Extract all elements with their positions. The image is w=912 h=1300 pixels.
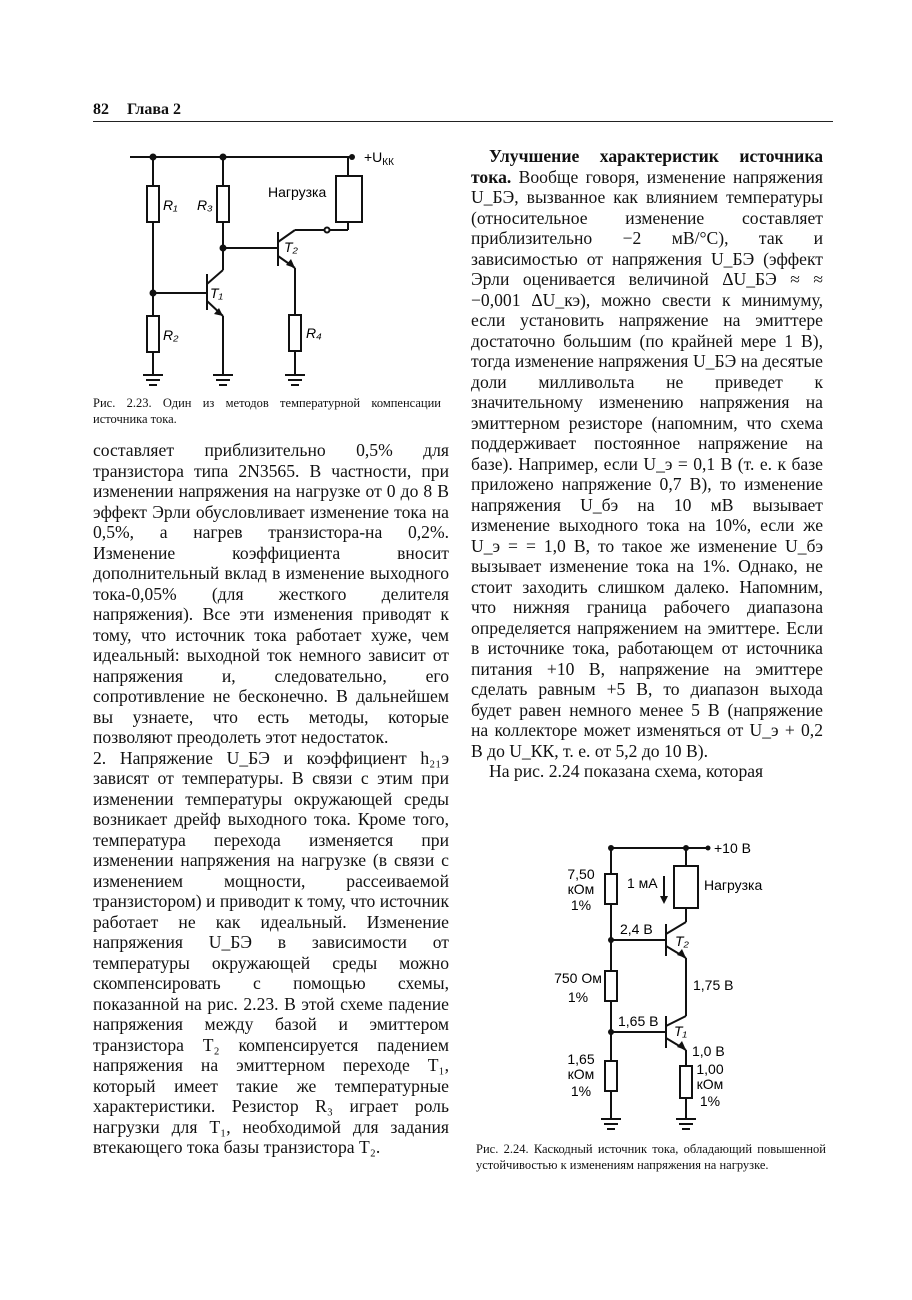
t2-emitter-voltage: 1,75 В — [693, 977, 734, 993]
supply-label: $+U_{КК}$ — [364, 149, 394, 168]
section-heading: Улучшение характеристик источника тока. — [471, 146, 823, 187]
re-value: 1,00 — [696, 1061, 724, 1077]
r1-unit: кОм — [567, 881, 595, 897]
current-label: 1 мА — [627, 875, 658, 891]
r2-value: 750 Ом — [554, 970, 602, 986]
paragraph: Улучшение характеристик источника тока. Вообще говоря, изменение напряжения U_БЭ, вызванное как влиянием температуры (относительное изменение составляет приблизительно −2 мВ/°С), так и зависимостью от напряжения U_БЭ (эффект Эрли оценивается величиной ΔU_БЭ ≈ ≈ −0,001 ΔU_кэ), можно свести к минимуму, если установить напряжение на эмиттере достаточно большим (по крайней мере 1 В), тогда изменение напряжения U_БЭ на десятые доли милливольта не приведет к значительному изменению напряжения на эмиттерном резисторе (напомним, что схема поддерживает постоянное напряжение на базе). Например, если U_э = 0,1 В (т. е. к базе приложено напряжение 0,7 В), то изменение напряжения U_бэ на 10 мВ вызывает изменение выходного тока на 10%, если же U_э = = 1,0 В, то такое же изменение U_бэ вызывает изменение тока на 1%. Однако, не стоит заходить слишком далеко. Напомним, что нижняя граница рабочего диапазона определяется напряжением на эмиттере. Если в источнике тока, работающем от источника питания +10 В, напряжение на эмиттере сделать равным +5 В, то диапазон выхода будет равен немного менее 5 В (напряжение на коллекторе может изменяться от U_э + 0,2 В до U_КК, т. е. от 5,2 до 10 В). — [471, 146, 823, 761]
figure-2-24-schematic — [548, 836, 778, 1141]
r2-tolerance: 1% — [567, 989, 589, 1005]
paragraph: На рис. 2.24 показана схема, которая — [489, 761, 764, 781]
paragraph: 2. Напряжение U_БЭ и коэффициент h₂₁э зависят от температуры. В связи с этим при изменении температуры окружающей среды возникает дрейф выходного тока. Кроме того, температура перехода изменяется при изменении напряжения на нагрузке (в связи с изменением мощности, рассеиваемой транзистором) и приводит к тому, что источник работает не как идеальный. Изменение напряжения U_БЭ в зависимости от температуры окружающей среды можно скомпенсировать с помощью схемы, показанной на рис. 2.23. В этой схеме падение напряжения между базой и эмиттером транзистора T₂ компенсируется падением напряжения на эмиттерном переходе T₁, который имеет такие же температурные характеристики. Резистор R₃ играет роль нагрузки для T₁, необходимой для задания втекающего тока базы транзистора T₂. — [93, 747, 449, 1157]
page-number: 82 — [93, 101, 109, 118]
t1-emitter-voltage: 1,0 В — [692, 1043, 725, 1059]
r2-label: R₂ — [163, 327, 179, 343]
paragraph: составляет приблизительно 0,5% для транзистора типа 2N3565. В частности, при изменении напряжения на нагрузке от 0 до 8 В эффект Эрли обусловливает изменение тока на 0,5%, а нагрев транзистора-на 0,2%. Изменение коэффициента вносит дополнительный вклад в изменение выходного тока-0,05% (для жесткого делителя напряжения). Все эти изменения приводят к тому, что источник тока работает хуже, чем идеальный: выходной ток немного зависит от напряжения и, следовательно, его сопротивление не бесконечно. В дальнейшем вы узнаете, что есть методы, которые позволяют преодолеть этот недостаток. — [93, 440, 449, 747]
supply-label: +10 В — [714, 840, 751, 856]
t2-label: T₂ — [284, 239, 298, 255]
load-label: Нагрузка — [268, 184, 327, 200]
r1-label: R₁ — [163, 197, 178, 213]
r1-value: 7,50 — [567, 866, 595, 882]
figure-2-24-caption: Рис. 2.24. Каскодный источник тока, обладающий повышенной устойчивостью к изменениям напряжения на нагрузке. — [476, 1142, 826, 1172]
load-label: Нагрузка — [704, 877, 763, 893]
r1-tolerance: 1% — [570, 897, 592, 913]
r3-value: 1,65 — [567, 1051, 595, 1067]
left-column — [93, 440, 449, 1158]
right-column — [471, 146, 823, 782]
re-unit: кОм — [696, 1076, 724, 1092]
figure-2-23-schematic — [120, 140, 440, 390]
header-rule — [93, 121, 833, 122]
page-header — [93, 101, 833, 119]
t1-label: T₁ — [674, 1023, 687, 1039]
t1-label: T₁ — [210, 285, 223, 301]
chapter-title: Глава 2 — [127, 101, 181, 118]
r4-label: R₄ — [306, 325, 322, 341]
figure-2-23-caption: Рис. 2.23. Один из методов температурной компенсации источника тока. — [93, 396, 441, 426]
t2-label: T₂ — [675, 933, 689, 949]
t1-base-voltage: 1,65 В — [618, 1013, 659, 1029]
r3-unit: кОм — [567, 1066, 595, 1082]
r3-tolerance: 1% — [570, 1083, 592, 1099]
t2-base-voltage: 2,4 В — [620, 921, 653, 937]
r3-label: R₃ — [197, 197, 213, 213]
re-tolerance: 1% — [699, 1093, 721, 1109]
